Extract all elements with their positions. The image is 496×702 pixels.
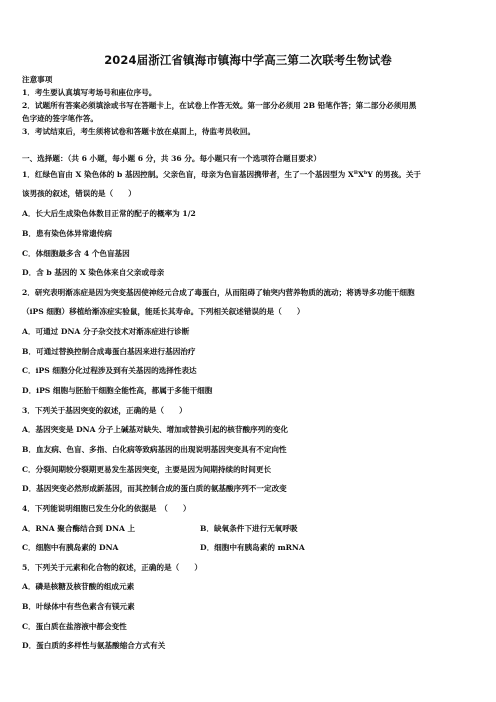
- q2-option-d: D．iPS 细胞与胚胎干细胞全能性高，都属于多能干细胞: [22, 386, 213, 395]
- q4-option-c: C．细胞中有胰岛素的 DNA: [22, 543, 119, 552]
- q1-option-c: C．体细胞最多含 4 个色盲基因: [22, 249, 130, 258]
- q3-option-c: C．分裂间期较分裂期更易发生基因突变，主要是因为间期持续的时间更长: [22, 465, 272, 474]
- q2-option-a: A．可通过 DNA 分子杂交技术对渐冻症进行诊断: [22, 327, 190, 336]
- notice-heading: 注意事项: [22, 75, 53, 84]
- q2-stem-line-2: （iPS 细胞）移植给渐冻症实验鼠，能延长其寿命。下列相关叙述错误的是（ ）: [22, 307, 305, 316]
- notice-item-1: 1．考生要认真填写考场号和座位序号。: [22, 88, 157, 97]
- notice-item-2-cont: 色字迹的签字笔作答。: [22, 114, 98, 123]
- q5-option-a: A．磷是核糖及核苷酸的组成元素: [22, 582, 135, 591]
- q1-sup-1: B: [353, 170, 358, 176]
- q4-option-b: B．缺氧条件下进行无氧呼吸: [200, 524, 298, 533]
- exam-title: 2024届浙江省镇海市镇海中学高三第二次联考生物试卷: [104, 53, 392, 67]
- notice-item-2: 2．试题所有答案必须填涂或书写在答题卡上，在试卷上作答无效。第一部分必须用 2B 铅笔作答；第二部分必须用黑: [22, 101, 417, 110]
- q3-option-d: D．基因突变必然形成新基因，而其控制合成的蛋白质的氨基酸序列不一定改变: [22, 484, 287, 493]
- q1-stem-part-b: Y 的男孩。关于: [367, 170, 422, 179]
- q1-sup-2: b: [363, 170, 368, 176]
- q2-option-c: C．iPS 细胞分化过程涉及到有关基因的选择性表达: [22, 366, 197, 375]
- q1-stem-mid: X: [357, 170, 364, 179]
- q3-stem: 3．下列关于基因突变的叙述，正确的是（ ）: [22, 406, 187, 415]
- q3-option-a: A．基因突变是 DNA 分子上碱基对缺失、增加或替换引起的核苷酸序列的变化: [22, 425, 288, 434]
- q5-stem: 5．下列关于元素和化合物的叙述，正确的是（ ）: [22, 563, 202, 572]
- q5-option-b: B．叶绿体中有些色素含有镁元素: [22, 602, 135, 611]
- notice-item-3: 3．考试结束后，考生须将试卷和答题卡放在桌面上，待监考员收回。: [22, 127, 256, 136]
- q1-option-d: D．含 b 基因的 X 染色体来自父亲或母亲: [22, 268, 165, 277]
- q5-option-c: C．蛋白质在盐溶液中都会变性: [22, 622, 127, 631]
- q4-option-d: D．细胞中有胰岛素的 mRNA: [200, 543, 305, 552]
- q3-option-b: B．血友病、色盲、多指、白化病等致病基因的出现说明基因突变具有不定向性: [22, 445, 287, 454]
- q1-stem: [22, 168, 421, 180]
- q1-stem-line-2: 该男孩的叙述，错误的是（ ）: [22, 189, 136, 198]
- q5-option-d: D．蛋白质的多样性与氨基酸缩合方式有关: [22, 641, 166, 650]
- q2-option-b: B．可通过替换控制合成毒蛋白基因来进行基因治疗: [22, 347, 196, 356]
- q4-option-a: A．RNA 聚合酶结合到 DNA 上: [22, 524, 136, 533]
- q1-stem-part-a: 1．红绿色盲由 X 染色体的 b 基因控制。父亲色盲，母亲为色盲基因携带者，生了一个基因型为 X: [22, 170, 354, 179]
- q4-stem: 4．下列能说明细胞已发生分化的依据是 （ ）: [22, 504, 191, 513]
- q1-option-b: B．患有染色体异常遗传病: [22, 229, 112, 238]
- q1-option-a: A．长大后生成染色体数目正常的配子的概率为 1/2: [22, 209, 196, 218]
- q2-stem-line-1: 2．研究表明渐冻症是因为突变基因使神经元合成了毒蛋白，从而阻碍了轴突内营养物质的流动；将诱导多功能干细胞: [22, 288, 415, 297]
- section-heading: 一、选择题：（共 6 小题，每小题 6 分，共 36 分。每小题只有一个选项符合题目要求）: [22, 154, 321, 163]
